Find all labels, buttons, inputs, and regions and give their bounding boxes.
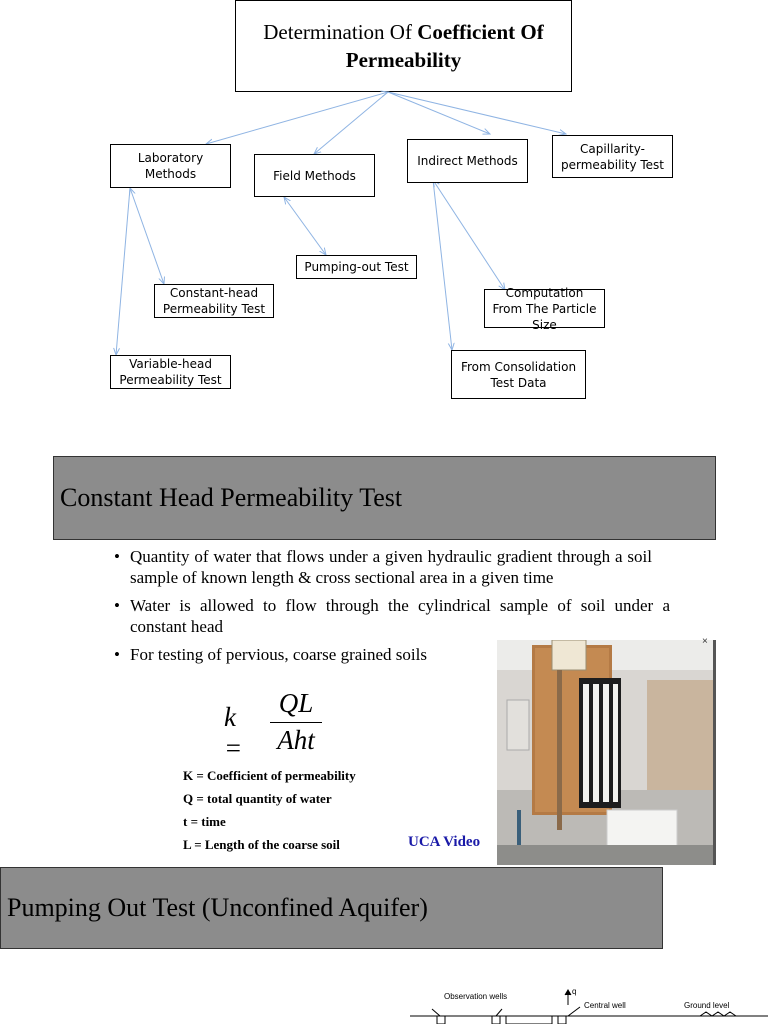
node-label: Computation From The Particle Size (492, 285, 597, 332)
node-consolidation-test-data (451, 350, 586, 399)
arrow-title-indirect (388, 92, 490, 134)
chart-title-box (235, 0, 572, 92)
node-computation-particle-size (484, 285, 605, 332)
slide-title: Pumping Out Test (Unconfined Aquifer) (7, 893, 428, 922)
node-label: Constant-head Permeability Test (162, 286, 266, 316)
central-well-label: Central well (584, 1001, 626, 1010)
constant-head-title-banner (53, 456, 716, 540)
node-label: Laboratory Methods (137, 151, 204, 181)
node-label: From Consolidation Test Data (460, 359, 577, 390)
definition-line: K = Coefficient of permeability (183, 768, 356, 783)
formula-denominator: Aht (277, 725, 315, 755)
node-label: Pumping-out Test (304, 260, 409, 274)
uca-video-link[interactable]: UCA Video (408, 834, 481, 850)
pumping-test-diagram (410, 985, 768, 1024)
title-bold-2: Permeability (345, 48, 462, 72)
node-label: Field Methods (273, 168, 356, 183)
node-pumping-out-test (296, 255, 417, 279)
node-constant-head-test (154, 284, 274, 318)
node-label: Indirect Methods (417, 154, 518, 168)
arrow-lab-constant (130, 188, 164, 284)
variable-definitions (183, 764, 356, 856)
arrow-title-lab (206, 92, 388, 144)
formula-lhs: k = (224, 702, 243, 763)
definition-line: L = Length of the coarse soil (183, 837, 340, 852)
node-label: Capillarity-permeability Test (560, 141, 665, 172)
node-capillarity-test (552, 135, 673, 178)
close-icon[interactable]: × (702, 636, 708, 647)
formula-numerator: QL (278, 688, 314, 718)
arrow-title-capillarity (388, 92, 566, 134)
bullet-item: • Quantity of water that flows under a given hydraulic gradient through a soil sample of known length & cross sectional area in a given time (112, 546, 652, 588)
arrow-indirect-consolidation (433, 180, 452, 350)
node-label: Variable-head Permeability Test (119, 357, 222, 387)
title-normal: Determination Of (263, 20, 418, 44)
bullet-item: • For testing of pervious, coarse grained soils (112, 644, 652, 665)
definition-line: t = time (183, 814, 226, 829)
formula-fraction (270, 688, 322, 756)
title-bold-1: Coefficient Of (417, 20, 544, 44)
fraction-bar (270, 722, 322, 723)
observation-wells-label: Observation wells (444, 992, 508, 1001)
permeameter-photo (497, 640, 716, 865)
arrow-title-field (314, 92, 388, 154)
arrow-indirect-computation (433, 180, 505, 290)
arrow-lab-variable (116, 188, 130, 355)
arrow-field-pumping (284, 197, 326, 255)
discharge-label: q (572, 987, 577, 996)
ground-level-label: Ground level (684, 1001, 730, 1010)
node-field-methods (254, 154, 375, 197)
pumping-out-title-banner (0, 867, 663, 949)
slide-title: Constant Head Permeability Test (60, 483, 403, 512)
node-laboratory-methods (110, 144, 231, 188)
node-variable-head-test (110, 355, 231, 389)
bullet-item: • Water is allowed to flow through the cylindrical sample of soil under a constant head (112, 595, 670, 637)
node-indirect-methods (407, 139, 528, 183)
definition-line: Q = total quantity of water (183, 791, 332, 806)
